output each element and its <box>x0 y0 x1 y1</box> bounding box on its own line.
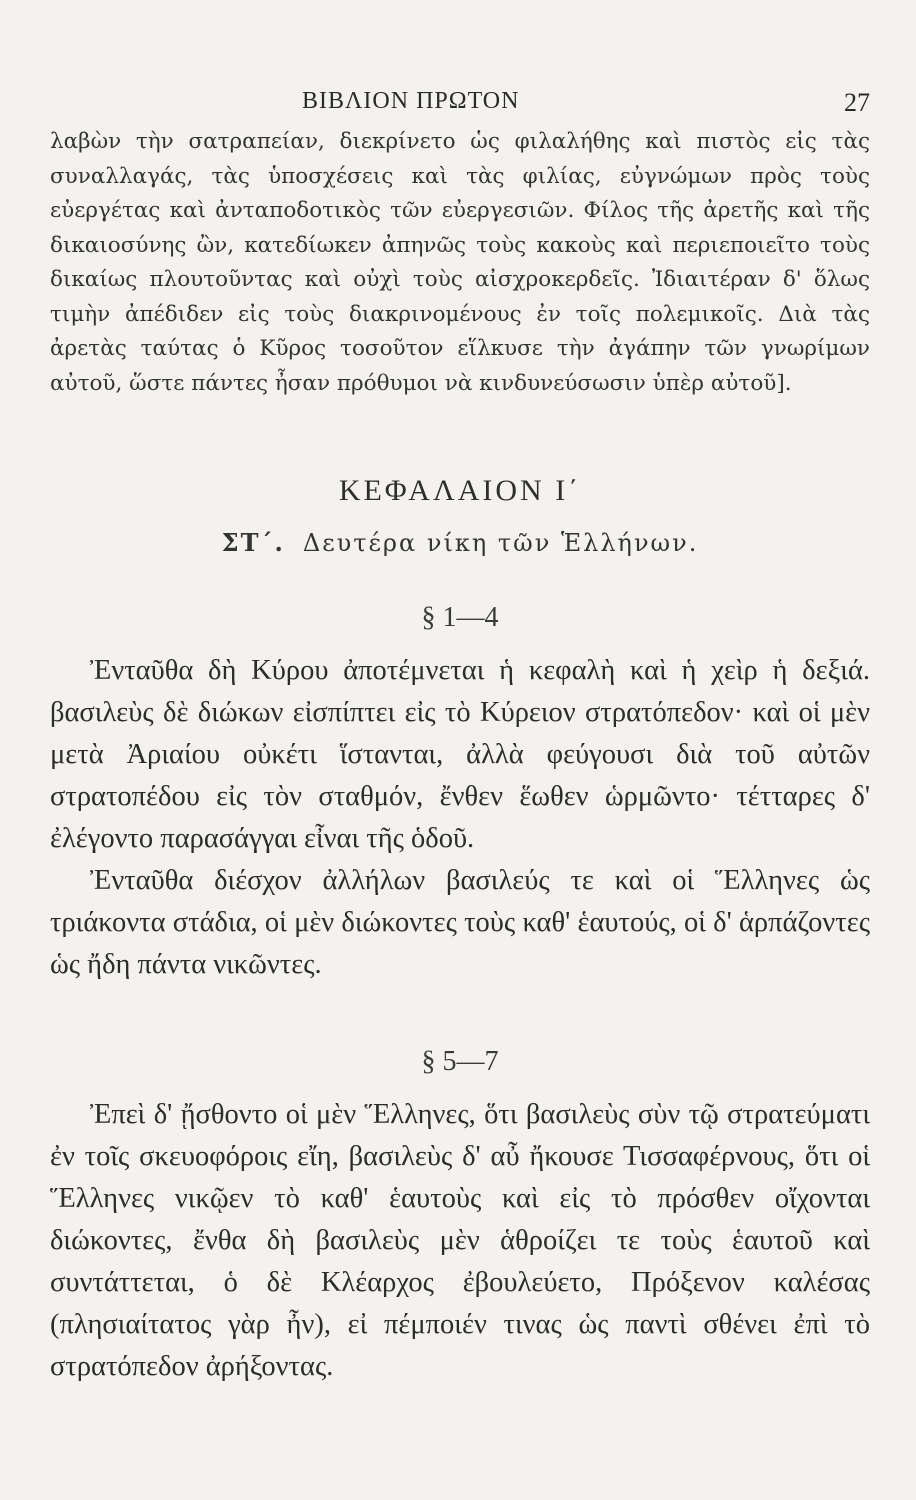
commentary-note <box>50 125 870 401</box>
running-head <box>50 88 870 118</box>
text-paragraph: Ἐνταῦθα δὴ Κύρου ἀποτέμνεται ἡ κεφαλὴ καὶ ἡ χεὶρ ἡ δεξιά. βασιλεὺς δὲ διώκων εἰσπίπτει εἰς τὸ Κύρειον στρατόπεδον· καὶ οἱ μὲν μετὰ Ἀριαίου οὐκέτι ἵστανται, ἀλλὰ φεύγουσι διὰ τοῦ αὐτῶν στρατοπέδου εἰς τὸν σταθμόν, ἔνθεν ἕωθεν ὡρμῶντο· τέτταρες δ' ἐλέγοντο παρασάγγαι εἶναι τῆς ὁδοῦ. <box>50 655 870 854</box>
book-page <box>50 0 870 1500</box>
running-title: ΒΙΒΛΙΟΝ ΠΡΩΤΟΝ <box>302 88 520 114</box>
text-paragraph: Ἐπεὶ δ' ᾔσθοντο οἱ μὲν Ἕλληνες, ὅτι βασιλεὺς σὺν τῷ στρατεύματι ἐν τοῖς σκευοφόροις εἴη, βασιλεὺς δ' αὖ ἤκουσε Τισσαφέρνους, ὅτι οἱ Ἕλληνες νικῷεν τὸ καθ' ἑαυτοὺς καὶ εἰς τὸ πρόσθεν οἴχονται διώκοντες, ἔνθα δὴ βασιλεὺς μὲν ἁθροίζει τε τοὺς ἑαυτοῦ καὶ συντάττεται, ὁ δὲ Κλέαρχος ἐβουλεύετο, Πρόξενον καλέσας (πλησιαίτατος γὰρ ἦν), εἰ πέμποιέν τινας ὡς παντὶ σθένει ἐπὶ τὸ στρατόπεδον ἀρήξοντας. <box>50 1099 870 1382</box>
page-number: 27 <box>844 88 870 117</box>
greek-text-block <box>50 650 870 986</box>
section-title <box>50 528 870 557</box>
section-number: ΣΤ΄. <box>221 528 285 557</box>
commentary-paragraph: λαβὼν τὴν σατραπείαν, διεκρίνετο ὡς φιλαλήθης καὶ πιστὸς εἰς τὰς συναλλαγάς, τὰς ὑποσχέσεις καὶ τὰς φιλίας, εὐγνώμων πρὸς τοὺς εὐεργέτας καὶ ἀνταποδοτικὸς τῶν εὐεργεσιῶν. Φίλος τῆς ἀρετῆς καὶ τῆς δικαιοσύνης ὢν, κατεδίωκεν ἀπηνῶς τοὺς κακοὺς καὶ περιεποιεῖτο τοὺς δικαίως πλουτοῦντας καὶ οὐχὶ τοὺς αἰσχροκερδεῖς. Ἰδιαιτέραν δ' ὅλως τιμὴν ἀπέδιδεν εἰς τοὺς διακρινομένους ἐν τοῖς πολεμικοῖς. Διὰ τὰς ἀρετὰς ταύτας ὁ Κῦρος τοσοῦτον εἵλκυσε τὴν ἀγάπην τῶν γνωρίμων αὐτοῦ, ὥστε πάντες ἦσαν πρόθυμοι νὰ κινδυνεύσωσιν ὑπὲρ αὐτοῦ]. <box>50 129 870 396</box>
section-mark: § 5—7 <box>421 1046 499 1077</box>
greek-text-block <box>50 1094 870 1388</box>
text-paragraph: Ἐνταῦθα διέσχον ἀλλήλων βασιλεύς τε καὶ οἱ Ἕλληνες ὡς τριάκοντα στάδια, οἱ μὲν διώκοντες τοὺς καθ' ἑαυτούς, οἱ δ' ἁρπάζοντες ὡς ἤδη πάντα νικῶντες. <box>50 865 870 980</box>
section-title-text: Δευτέρα νίκη τῶν Ἑλλήνων. <box>302 529 699 557</box>
chapter-heading: ΚΕΦΑΛΑΙΟΝ Ι΄ <box>338 474 582 507</box>
section-mark: § 1—4 <box>421 602 499 633</box>
